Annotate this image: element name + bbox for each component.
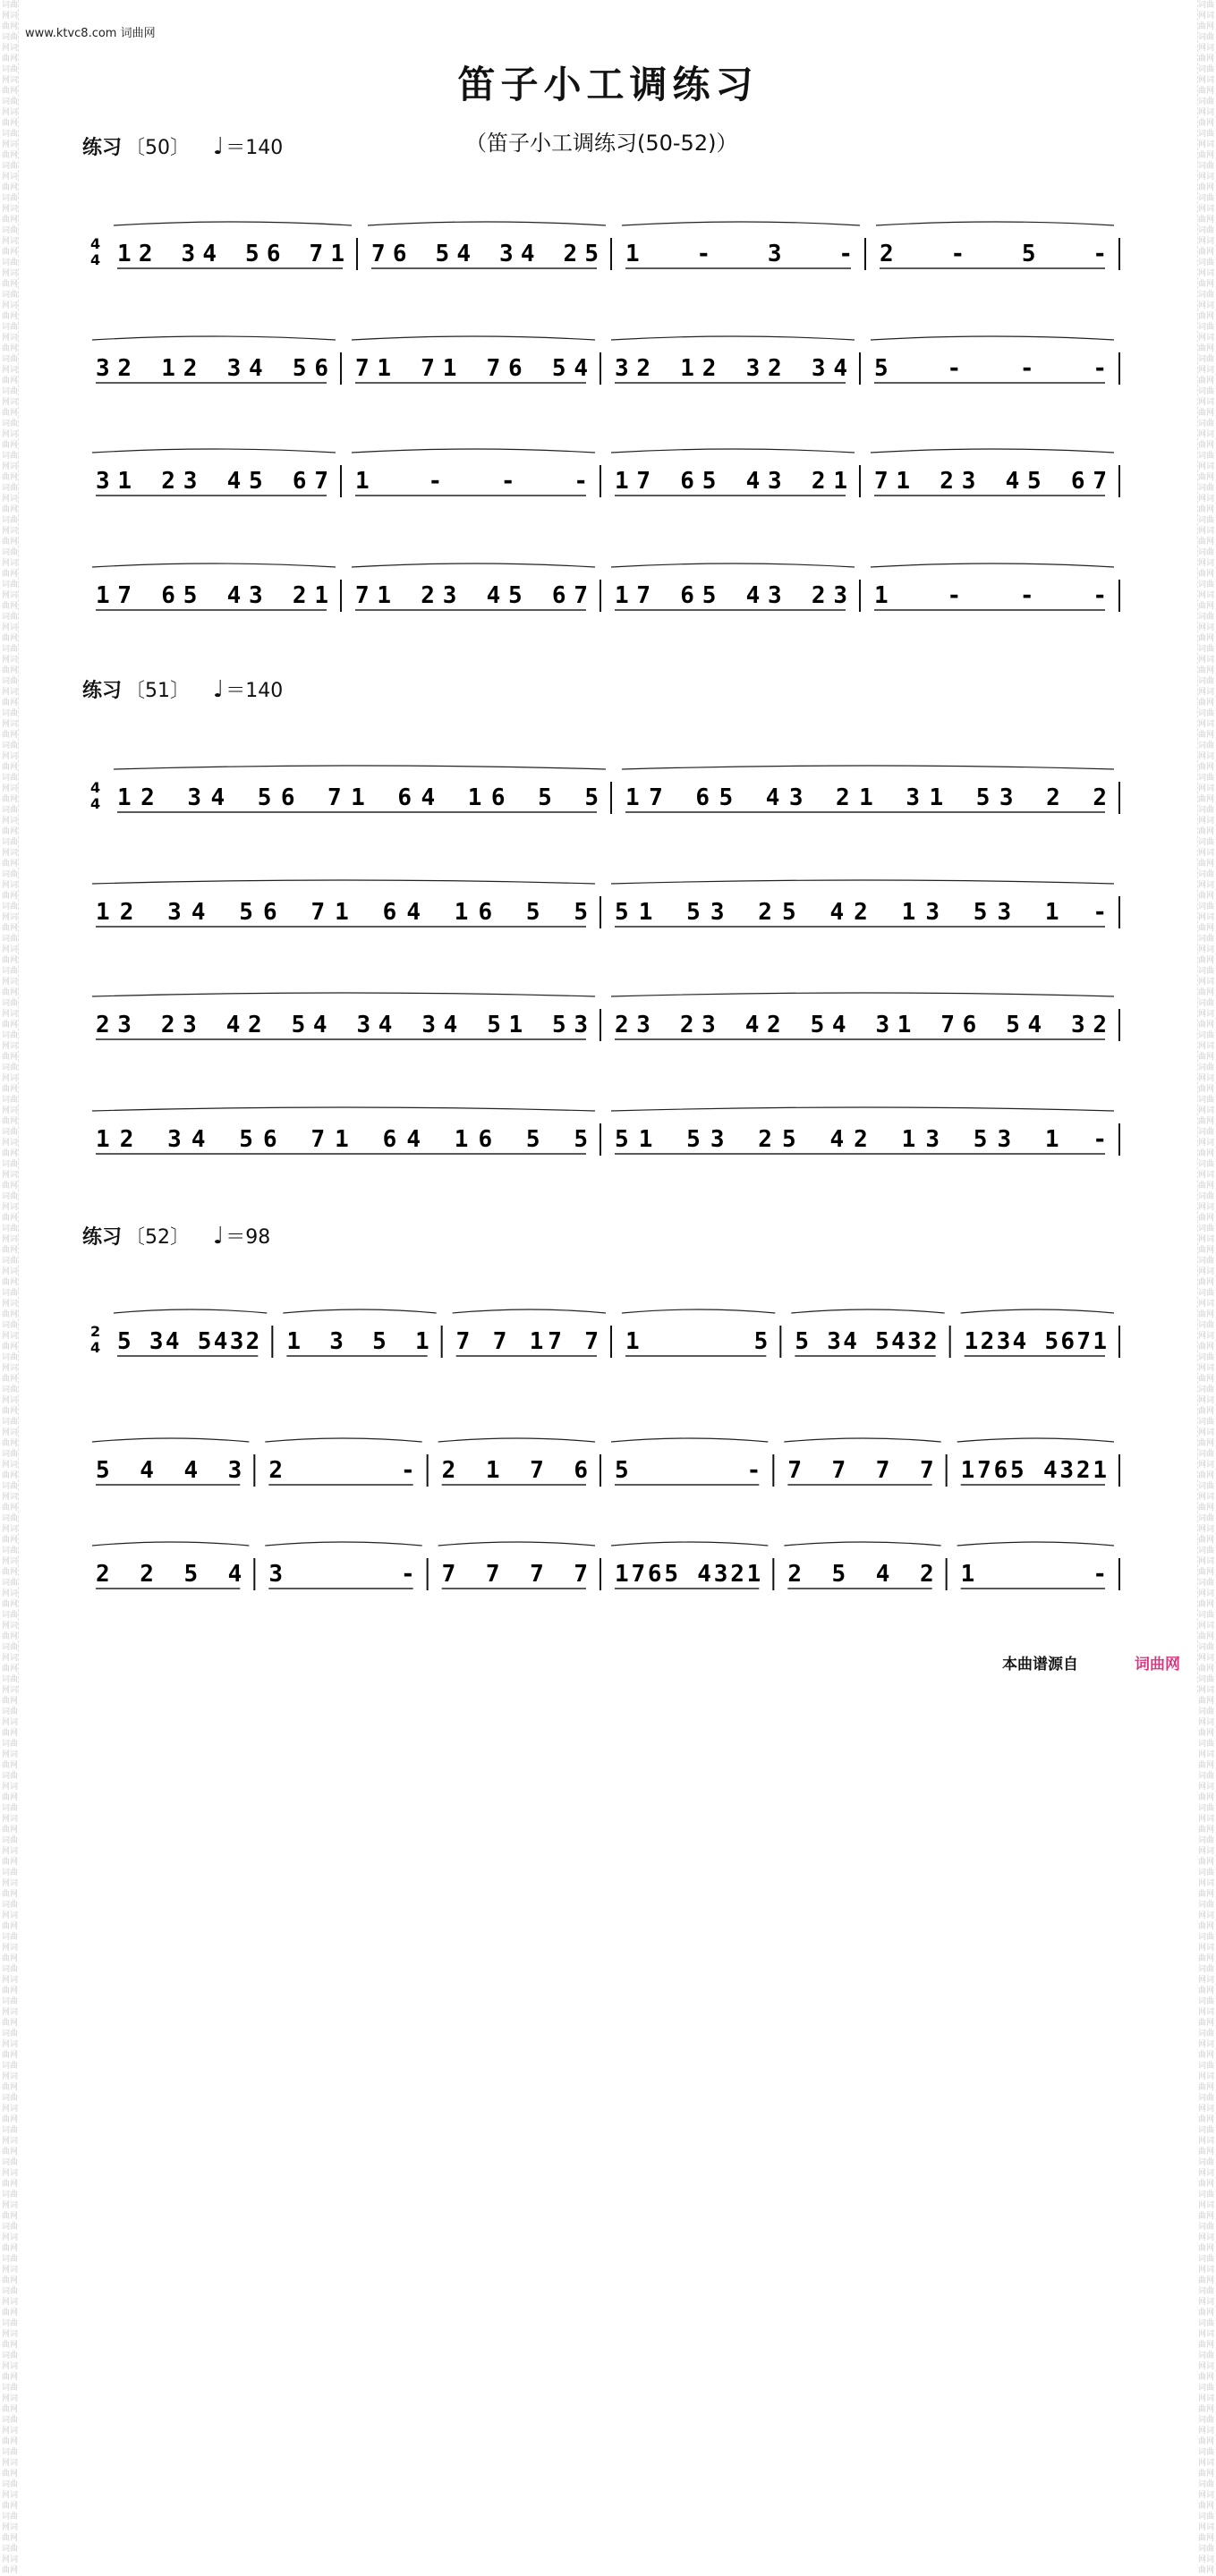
measure-notes: 32 12 32 34 [615,355,847,382]
measure-notes: 2 - 5 - [880,241,1107,267]
slur-mark [114,766,606,769]
slur-mark [438,1542,595,1546]
slur-mark [265,1542,421,1546]
slur-mark [611,336,855,340]
slur-mark [871,449,1114,453]
measure-notes: 31 23 45 67 [96,468,328,495]
score-line [85,1451,1123,1504]
footer-brand: 词曲网 [1135,1656,1180,1674]
exercise-number: 〔52〕 [125,1226,191,1249]
time-signature-top: 2 [90,1323,101,1340]
measure-notes: 5 - - - [874,355,1107,382]
time-signature-top: 4 [90,779,101,796]
score-line [85,1322,1123,1376]
site-url: www.ktvc8.com 词曲网 [25,27,156,40]
page-subtitle: （笛子小工调练习(50-52)） [465,131,738,156]
time-signature-bottom: 4 [90,1339,101,1356]
slur-mark [114,222,352,225]
measure-notes: 3 - [268,1561,415,1588]
time-signature-bottom: 4 [90,251,101,268]
measure-notes: 2 1 7 6 [441,1457,588,1484]
measure-notes: 7 7 7 7 [787,1457,934,1484]
score-line [85,893,1123,946]
measure-notes: 1765 4321 [615,1561,761,1588]
measure-notes: 1 - - - [355,468,588,495]
slur-mark [957,1542,1114,1546]
tempo-value: ＝98 [225,1226,271,1249]
score-line [85,1555,1123,1608]
slur-mark [352,564,595,567]
page-title: 笛子小工调练习 [457,63,759,106]
measure-notes: 1 - 3 - [625,241,853,267]
slur-mark [876,222,1114,225]
slur-mark [453,1309,606,1313]
measure-notes: 17 65 43 21 [96,582,328,609]
exercise-label: 练习 [82,137,123,159]
measure-notes: 5 4 4 3 [96,1457,242,1484]
score-line [85,349,1123,402]
quarter-note-icon: ♩ [213,133,225,160]
slur-mark [283,1309,436,1313]
slur-mark [871,336,1114,340]
slur-mark [961,1309,1114,1313]
tempo-value: ＝140 [225,137,284,159]
slur-mark [611,1107,1114,1111]
measure-notes: 71 23 45 67 [355,582,588,609]
score-line [85,1005,1123,1059]
slur-mark [611,1438,768,1442]
score-line [85,576,1123,630]
slur-mark [622,222,860,225]
slur-mark [92,449,336,453]
exercise-50-header [82,132,283,160]
measure-notes: 5 34 5432 [117,1328,260,1355]
measure-notes: 17 65 43 21 31 53 2 2 [625,784,1107,811]
measure-notes: 1 - - - [874,582,1107,609]
exercise-52-header [82,1222,270,1250]
slur-mark [611,449,855,453]
measure-notes: 2 2 5 4 [96,1561,242,1588]
measure-notes: 1 - [960,1561,1107,1588]
measure-notes: 71 23 45 67 [874,468,1107,495]
slur-mark [352,336,595,340]
measure-notes: 2 - [268,1457,415,1484]
slur-mark [871,564,1114,567]
slur-mark [957,1438,1114,1442]
slur-mark [92,993,595,996]
slur-mark [368,222,606,225]
slur-mark [114,1309,267,1313]
slur-mark [92,1107,595,1111]
measure-notes: 5 34 5432 [795,1328,938,1355]
score-line [85,1120,1123,1174]
tempo-value: ＝140 [225,680,284,702]
exercise-label: 练习 [82,680,123,702]
measure-notes: 1 5 [625,1328,769,1355]
measure-notes: 17 65 43 21 [615,468,847,495]
measure-notes: 12 34 56 71 64 16 5 5 [117,784,599,811]
measure-notes: 2 5 4 2 [787,1561,934,1588]
slur-mark [265,1438,421,1442]
slur-mark [92,880,595,884]
quarter-note-icon: ♩ [213,676,225,703]
right-watermark-strip: 词曲网词曲网词曲网词曲网词曲网词曲网词曲网词曲网词曲网词曲网词曲网词曲网词曲网词曲网词曲网词曲网词曲网词曲网词曲网词曲网词曲网词曲网词曲网词曲网词曲网词曲网词曲网词曲网词曲网词曲网词曲网词曲网词曲网词曲网词曲网词曲网词曲网词曲网词曲网词曲网词曲网词曲网词曲网词曲网词曲网词曲网词曲网词曲网词曲网词曲网词曲网词曲网词曲网词曲网词曲网词曲网词曲网词曲网词曲网词曲网词曲网词曲网词曲网词曲网词曲网词曲网词曲网词曲网词曲网词曲网词曲网词曲网词曲网词曲网词曲网词曲网词曲网词曲网词曲网词曲网词曲网词曲网词曲网词曲网词曲网词曲网词曲网词曲网词曲网词曲网词曲网词曲网词曲网词曲网词曲网词曲网词曲网词曲网词曲网词曲网词曲网词曲网词曲网词曲网词曲网词曲网词曲网词曲网词曲网词曲网词曲网词曲网词曲网词曲网词曲网词曲网词曲网词曲网词曲网词曲网词曲网词曲网词曲网词曲网词曲网词曲网词曲网词曲网词曲网词曲网词曲网词曲网词曲网词曲网词曲网词曲网词曲网词曲网词曲网词曲网词曲网词曲网词曲网词曲网词曲网词曲网词曲网词曲网词曲网词曲网词曲网词曲网词曲网词曲网词曲网词曲网词曲网词曲网词曲网词曲网 [1198,1,1215,2575]
measure-notes: 7 7 7 7 [441,1561,588,1588]
measure-notes: 12 34 56 71 [117,241,344,267]
slur-mark [92,1542,249,1546]
measure-notes: 12 34 56 71 64 16 5 5 [96,1126,589,1153]
slur-mark [438,1438,595,1442]
slur-mark [352,449,595,453]
exercise-number: 〔50〕 [125,137,191,159]
slur-mark [92,336,336,340]
measure-notes: 17 65 43 23 [615,582,847,609]
measure-notes: 51 53 25 42 13 53 1 - [615,1126,1107,1153]
measure-notes: 1234 5671 [964,1328,1107,1355]
slur-mark [791,1309,944,1313]
slur-mark [92,1438,249,1442]
slur-mark [622,766,1114,769]
slur-mark [784,1438,940,1442]
measure-notes: 23 23 42 54 34 34 51 53 [96,1012,588,1038]
time-signature-top: 4 [90,235,101,252]
measure-notes: 23 23 42 54 31 76 54 32 [615,1012,1107,1038]
slur-mark [784,1542,940,1546]
measure-notes: 1765 4321 [960,1457,1107,1484]
left-watermark-strip: 词曲网词曲网词曲网词曲网词曲网词曲网词曲网词曲网词曲网词曲网词曲网词曲网词曲网词曲网词曲网词曲网词曲网词曲网词曲网词曲网词曲网词曲网词曲网词曲网词曲网词曲网词曲网词曲网词曲网词曲网词曲网词曲网词曲网词曲网词曲网词曲网词曲网词曲网词曲网词曲网词曲网词曲网词曲网词曲网词曲网词曲网词曲网词曲网词曲网词曲网词曲网词曲网词曲网词曲网词曲网词曲网词曲网词曲网词曲网词曲网词曲网词曲网词曲网词曲网词曲网词曲网词曲网词曲网词曲网词曲网词曲网词曲网词曲网词曲网词曲网词曲网词曲网词曲网词曲网词曲网词曲网词曲网词曲网词曲网词曲网词曲网词曲网词曲网词曲网词曲网词曲网词曲网词曲网词曲网词曲网词曲网词曲网词曲网词曲网词曲网词曲网词曲网词曲网词曲网词曲网词曲网词曲网词曲网词曲网词曲网词曲网词曲网词曲网词曲网词曲网词曲网词曲网词曲网词曲网词曲网词曲网词曲网词曲网词曲网词曲网词曲网词曲网词曲网词曲网词曲网词曲网词曲网词曲网词曲网词曲网词曲网词曲网词曲网词曲网词曲网词曲网词曲网词曲网词曲网词曲网词曲网词曲网词曲网词曲网词曲网词曲网词曲网词曲网词曲网词曲网词曲网词曲网词曲网词曲网词曲网 [2,1,19,2575]
exercise-label: 练习 [82,1226,123,1249]
score-line [85,462,1123,515]
exercise-51-header [82,675,283,703]
measure-notes: 12 34 56 71 64 16 5 5 [96,899,589,926]
score-line [85,778,1123,832]
slur-mark [622,1309,775,1313]
slur-mark [611,993,1114,996]
measure-notes: 71 71 76 54 [355,355,588,382]
score-line [85,234,1123,288]
measure-notes: 32 12 34 56 [96,355,328,382]
exercise-number: 〔51〕 [125,680,191,702]
measure-notes: 51 53 25 42 13 53 1 - [615,899,1107,926]
quarter-note-icon: ♩ [213,1223,225,1250]
slur-mark [611,880,1114,884]
slur-mark [611,564,855,567]
measure-notes: 1 3 5 1 [286,1328,429,1355]
measure-notes: 5 - [615,1457,761,1484]
time-signature-bottom: 4 [90,795,101,812]
measure-notes: 7 7 17 7 [455,1328,599,1355]
measure-notes: 76 54 34 25 [371,241,599,267]
slur-mark [92,564,336,567]
footer-source: 本曲谱源自 [1002,1656,1078,1674]
slur-mark [611,1542,768,1546]
